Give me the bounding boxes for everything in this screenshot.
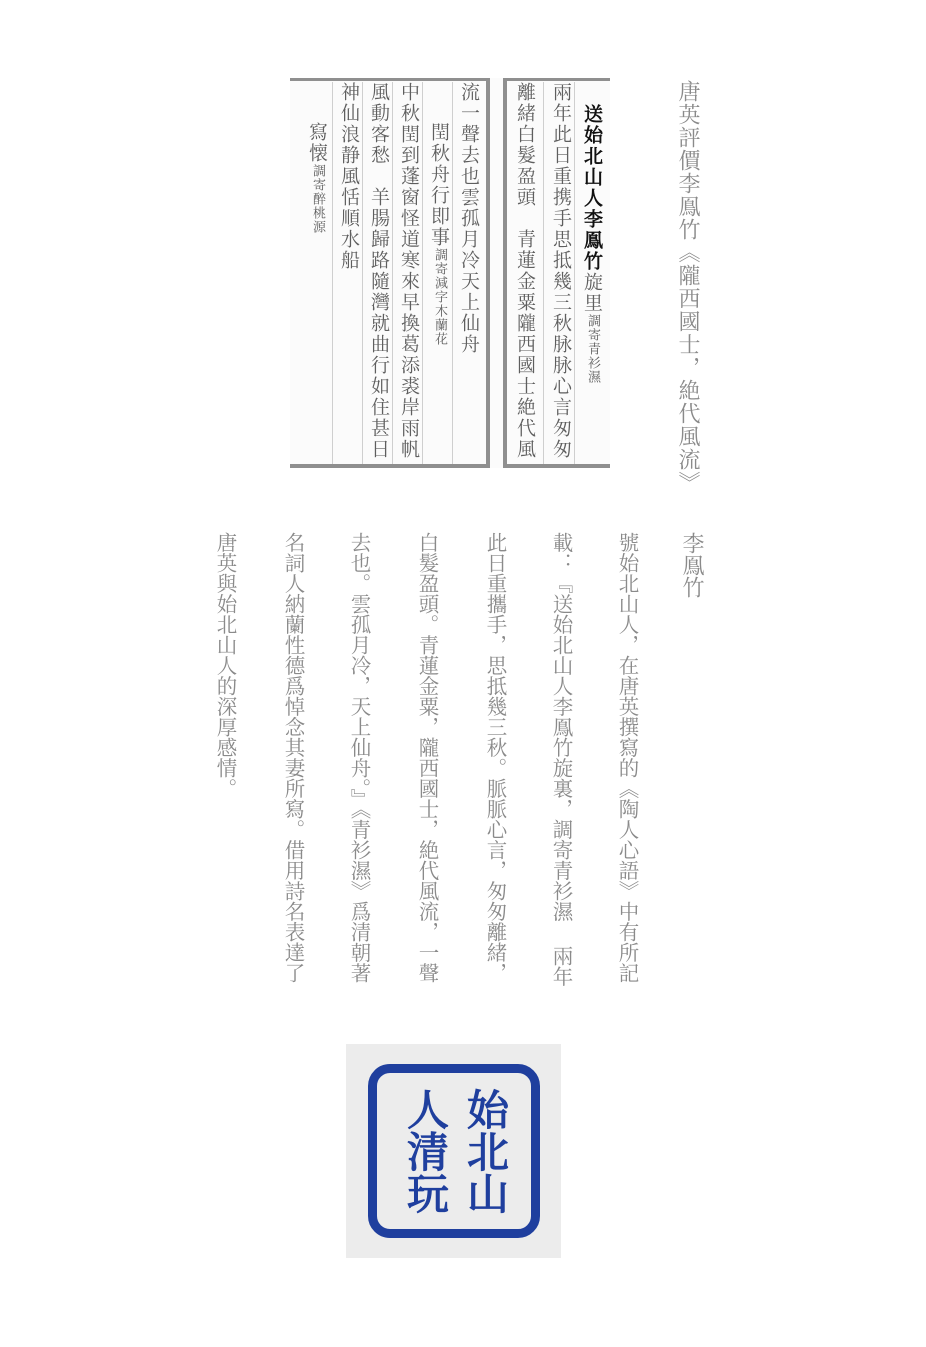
body-column: 名詞人納蘭性德爲悼念其妻所寫。借用詩名表達了 <box>281 532 305 983</box>
left-block-divider-1 <box>332 82 333 464</box>
book-column <box>426 122 453 346</box>
left-block-bottom-rule <box>290 464 490 468</box>
title-column: 唐英評價李鳯竹《隴西國士，絶代風流》 <box>675 80 700 494</box>
right-block-divider-1 <box>543 82 544 464</box>
tune-note: 調寄青衫濕 <box>585 314 600 384</box>
body-column: 去也。雲孤月冷，天上仙舟。』《青衫濕》爲清朝著 <box>347 532 371 983</box>
book-column: 風動客愁 羊腸歸路隨灣就曲行如住甚日 <box>368 82 390 460</box>
book-column: 中秋閏到蓬窗怪道寒來早換葛添裘岸雨帆 <box>398 82 420 460</box>
poem-title-suffix: 旋里 <box>581 272 603 314</box>
seal-left-column: 人清玩 <box>401 1088 450 1214</box>
body-column: 唐英與始北山人的深厚感情。 <box>213 532 237 799</box>
left-block-top-rule <box>290 78 490 81</box>
woodblock-page-image <box>290 78 610 468</box>
book-column: 神仙浪静風恬順水船 <box>338 82 360 271</box>
book-column <box>304 122 331 234</box>
right-block-bottom-rule <box>503 464 610 468</box>
right-block-top-rule <box>503 78 610 81</box>
section-heading: 李鳯竹 <box>679 532 704 598</box>
poem-title: 送始北山人李鳯竹 <box>581 104 603 272</box>
book-column <box>579 104 606 384</box>
left-block-right-rule <box>486 78 490 468</box>
tune-note: 調寄減字木蘭花 <box>432 248 447 346</box>
seal-border <box>368 1064 540 1238</box>
body-column: 白髮盈頭。青蓮金粟，隴西國士，絶代風流，一聲 <box>415 532 439 983</box>
seal-right-column: 始北山 <box>461 1088 510 1214</box>
book-column: 兩年此日重携手思抵幾三秋脉脉心言匆匆 <box>550 82 572 460</box>
poem-title: 閏秋舟行即事 <box>428 122 450 248</box>
body-column: 載：『送始北山人李鳯竹旋裏，調寄青衫濕 兩年 <box>549 532 573 987</box>
body-column: 號始北山人，在唐英撰寫的《陶人心語》中有所記 <box>615 532 639 983</box>
tune-note: 調寄醉桃源 <box>310 164 325 234</box>
body-column: 此日重攜手，思抵幾三秋。脈脈心言，匆匆離緒， <box>483 532 507 983</box>
book-column: 離緒白髮盈頭 青蓮金粟隴西國士絶代風 <box>514 82 536 460</box>
poem-title: 寫懐 <box>306 122 328 164</box>
book-column: 流一聲去也雲孤月冷天上仙舟 <box>458 82 480 355</box>
seal-mark-image <box>346 1044 561 1258</box>
right-block-left-rule <box>503 78 507 468</box>
